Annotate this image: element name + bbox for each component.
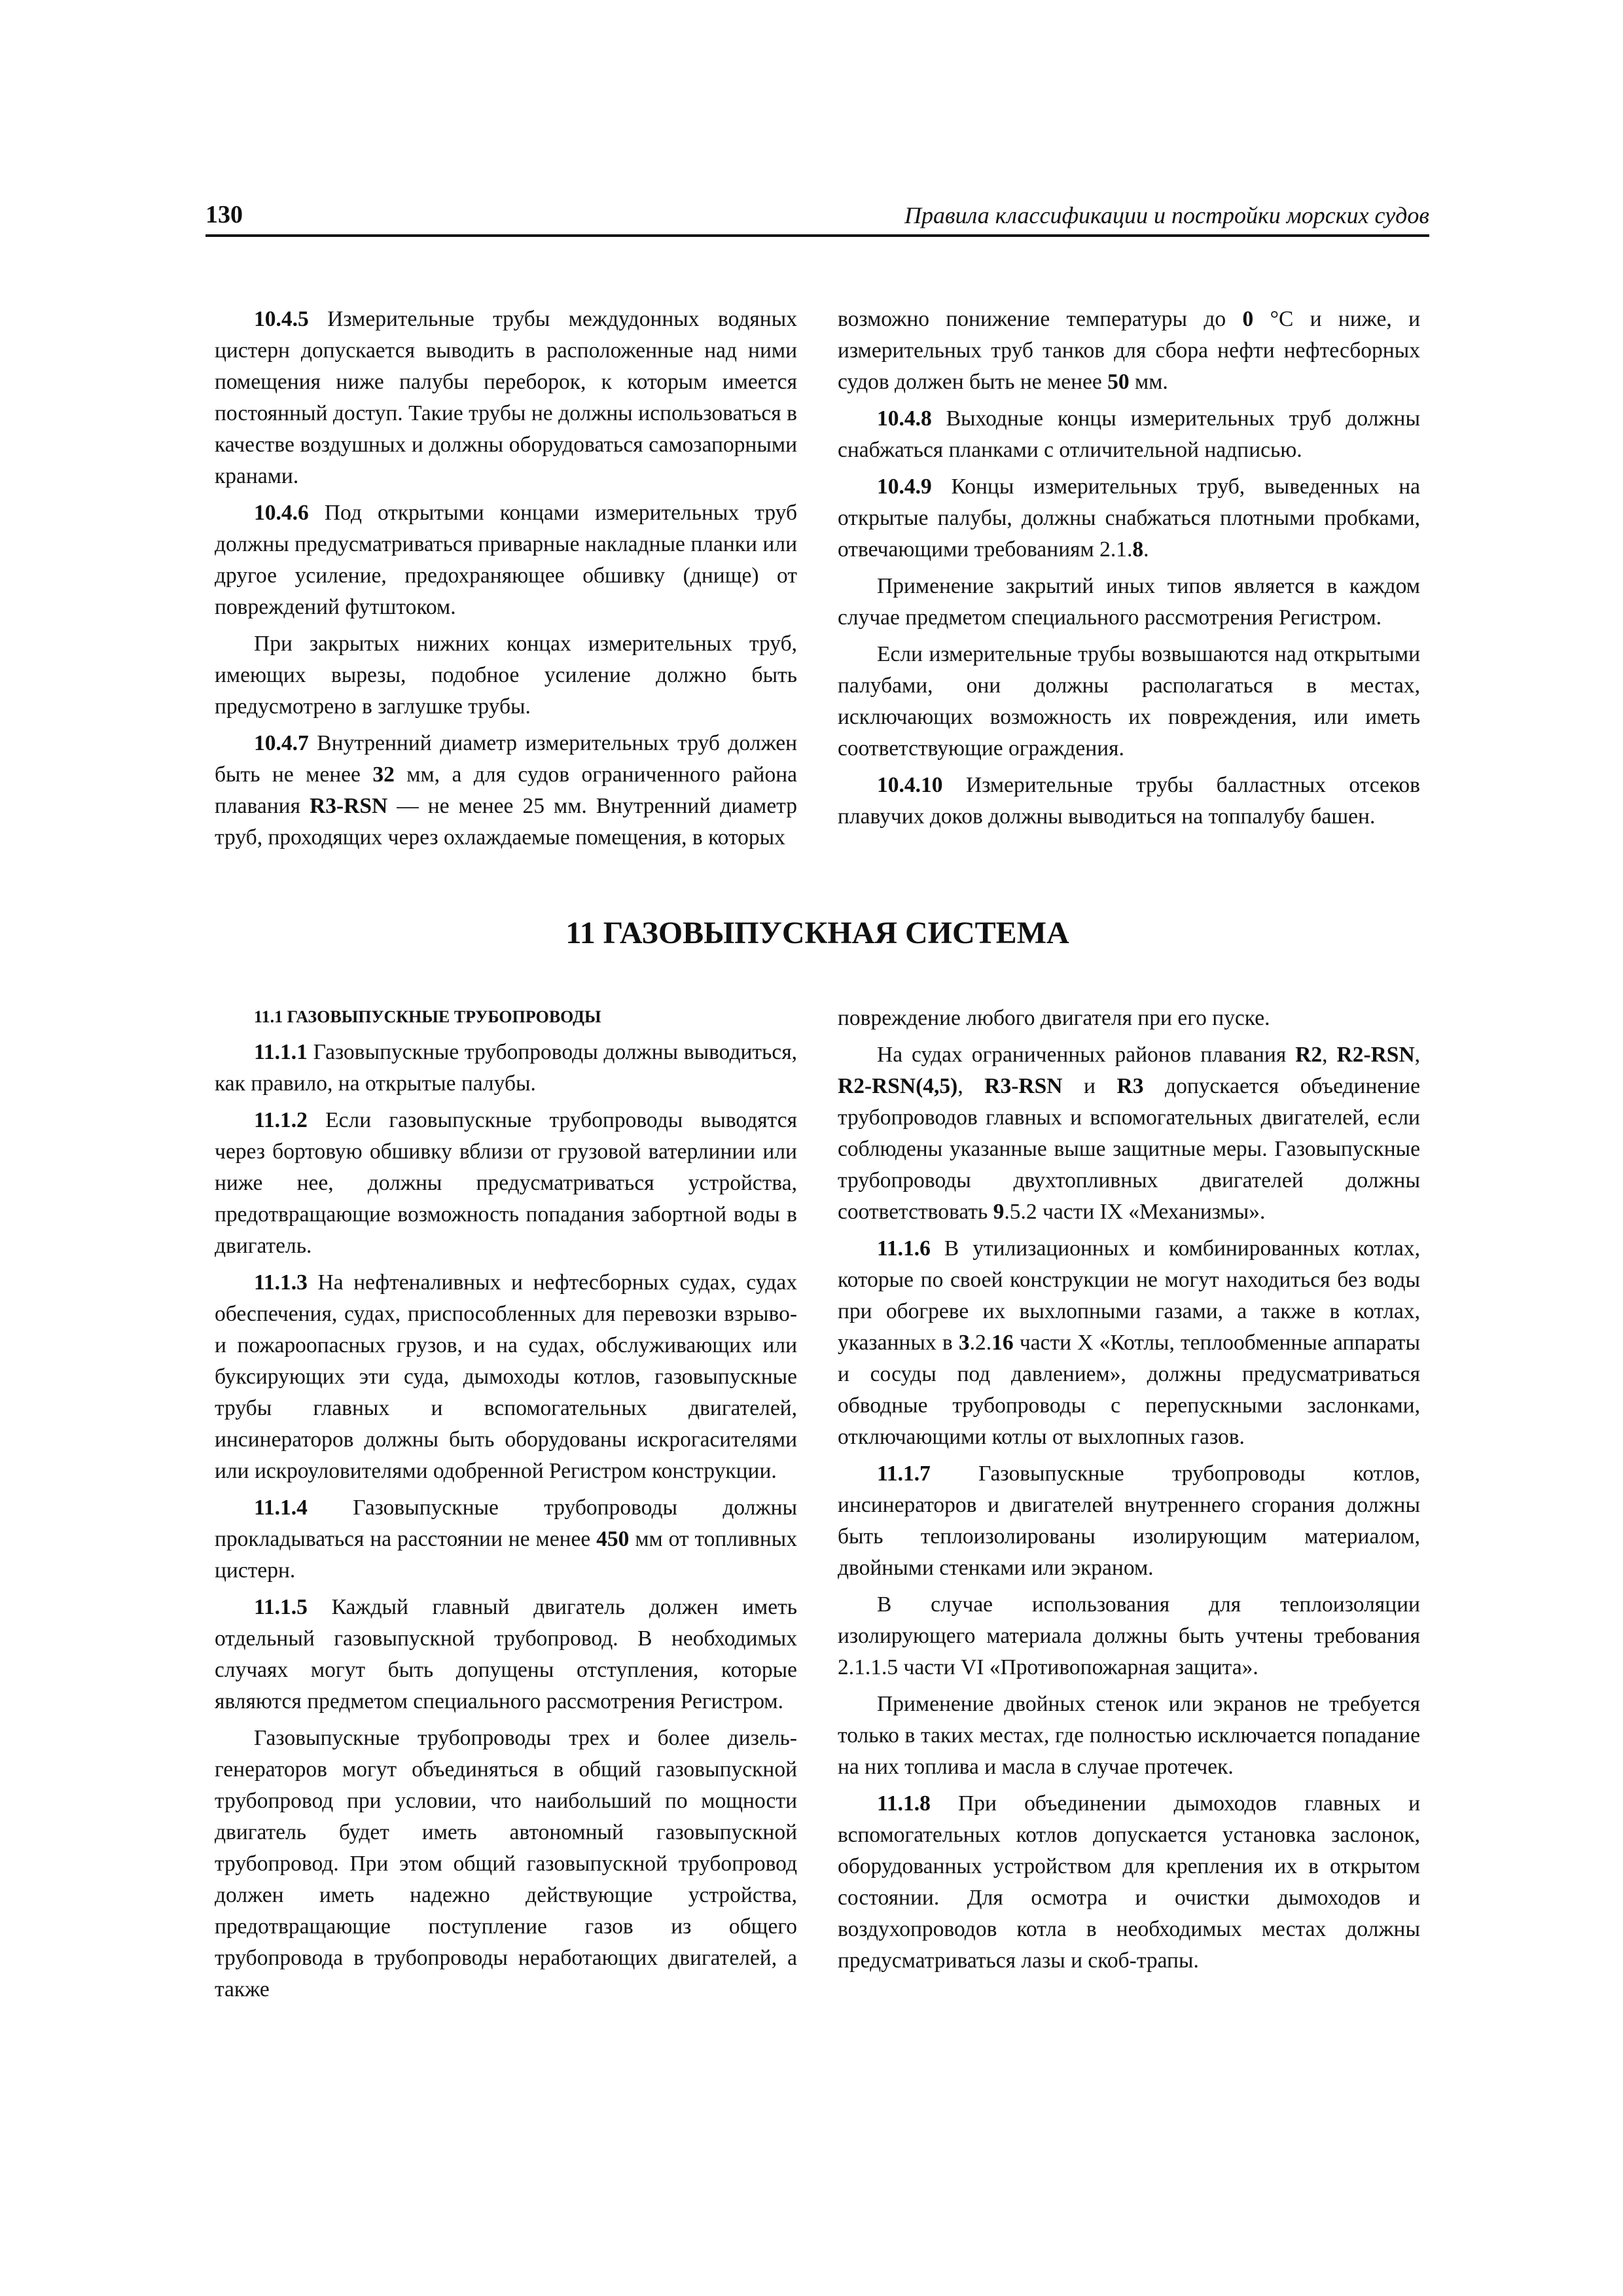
paragraph: Если измерительные трубы возвышаются над открытыми палубами, они должны располагаться в местах, исключающих возможность их повреждения, или иметь соответствующие ограждения.: [838, 642, 1420, 761]
paragraph-11-1-8: 11.1.8 При объединении дымоходов главных и вспомогательных котлов допускается установка заслонок, оборудованных устройством для крепления их в открытом состоянии. Для осмотра и очистки дымоходов и воздухопроводов котла в необходимых местах должны предусматриваться лазы и скоб-трапы.: [838, 1791, 1420, 1973]
running-title: Правила классификации и постройки морских судов: [904, 202, 1429, 228]
paragraph-ship-classes: На судах ограниченных районов плавания R2, R2-RSN, R2-RSN(4,5), R3-RSN и R3 допускается объединение трубопроводов главных и вспомогательных двигателей, если соблюдены указанные выше защитные меры. Газовыпускные трубопроводы двухтопливных двигателей должны соответствовать 9.5.2 части IX «Механизмы».: [838, 1043, 1421, 1224]
paragraph-10-4-10: 10.4.10 Измерительные трубы балластных отсеков плавучих доков должны выводиться на топпалубу башен.: [838, 773, 1420, 829]
paragraph: Газовыпускные трубопроводы трех и более дизель-генераторов могут объединяться в общий газовыпускной трубопровод при условии, что наибольший по мощности двигатель будет иметь автономный газовыпускной трубопровод. При этом общий газовыпускной трубопровод должен иметь надежно действующие устройства, предотвращающие поступление газов из общего трубопровода в трубопроводы неработающих двигателей, а также: [215, 1726, 797, 2001]
clause-number: 10.4.8: [877, 406, 932, 431]
paragraph-11-1-3: 11.1.3 На нефтеналивных и нефтесборных судах, судах обеспечения, судах, приспособленных для перевозки взрыво- и пожароопасных грузов, и на судах, обслуживающих или буксирующих эти суда, дымоходы котлов, газовыпускные трубы главных и вспомогательных двигателей, инсинераторов должны быть оборудованы искрогасителями или искроуловителями одобренной Регистром конструкции.: [215, 1270, 797, 1483]
paragraph-11-1-7: 11.1.7 Газовыпускные трубопроводы котлов, инсинераторов и двигателей внутреннего сгорания должны быть теплоизолированы изолирующим материалом, двойными стенками или экраном.: [838, 1462, 1420, 1580]
clause-number: 11.1.6: [877, 1236, 931, 1261]
clause-number: 11.1.5: [254, 1595, 308, 1619]
paragraph-11-1-6: 11.1.6 В утилизационных и комбинированных котлах, которые по своей конструкции не могут находиться без воды при обогреве их выхлопными газами, а также в котлах, указанных в 3.2.16 части X «Котлы, теплообменные аппараты и сосуды под давлением», должны предусматриваться обводные трубопроводы с перепускными заслонками, отключающими котлы от выхлопных газов.: [838, 1236, 1420, 1449]
clause-number: 11.1.4: [254, 1496, 308, 1520]
clause-number: 10.4.6: [254, 501, 309, 525]
clause-number: 11.1.3: [254, 1270, 308, 1295]
left-column-top: [215, 304, 797, 859]
paragraph-10-4-5: 10.4.5 Измерительные трубы междудонных водяных цистерн допускается выводить в расположенные над ними помещения ниже палубы переборок, к которым имеется постоянный доступ. Такие трубы не должны использоваться в качестве воздушных и должны оборудоваться самозапорными кранами.: [215, 307, 797, 488]
paragraph: При закрытых нижних концах измерительных труб, имеющих вырезы, подобное усиление должно быть предусмотрено в заглушке трубы.: [215, 632, 797, 719]
paragraph-11-1-2: 11.1.2 Если газовыпускные трубопроводы выводятся через бортовую обшивку вблизи от грузовой ватерлинии или ниже нее, должны предусматриваться устройства, предотвращающие возможность попадания забортной воды в двигатель.: [215, 1108, 797, 1258]
clause-number: 11.1.2: [254, 1108, 308, 1132]
paragraph-continued: повреждение любого двигателя при его пуске.: [838, 1006, 1270, 1030]
clause-number: 11.1.1: [254, 1040, 308, 1064]
clause-number: 10.4.10: [877, 773, 943, 797]
clause-number: 11.1.8: [877, 1791, 931, 1816]
subsection-title: 11.1 ГАЗОВЫПУСКНЫЕ ТРУБОПРОВОДЫ: [254, 1007, 601, 1026]
right-column-top: [838, 304, 1420, 838]
clause-number: 11.1.7: [877, 1462, 931, 1486]
clause-number: 10.4.7: [254, 731, 309, 755]
right-column-bottom: [838, 1003, 1420, 1982]
paragraph-continued: возможно понижение температуры до 0 °C и ниже, и измерительных труб танков для сбора нефти нефтесборных судов должен быть не менее 50 мм.: [838, 307, 1420, 394]
paragraph-11-1-4: 11.1.4 Газовыпускные трубопроводы должны прокладываться на расстоянии не менее 450 мм от топливных цистерн.: [215, 1496, 798, 1583]
chapter-title: 11 ГАЗОВЫПУСКНАЯ СИСТЕМА: [565, 916, 1069, 950]
paragraph-10-4-7: 10.4.7 Внутренний диаметр измерительных труб должен быть не менее 32 мм, а для судов ограниченного района плавания R3-RSN — не менее 25 мм. Внутренний диаметр труб, проходящих через охлаждаемые помещения, в которых: [215, 731, 797, 850]
paragraph-10-4-6: 10.4.6 Под открытыми концами измерительных труб должны предусматриваться приварные накладные планки или другое усиление, предохраняющее обшивку (днище) от повреждений футштоком.: [215, 501, 797, 619]
clause-number: 10.4.9: [877, 475, 932, 499]
paragraph-11-1-5: 11.1.5 Каждый главный двигатель должен иметь отдельный газовыпускной трубопровод. В необходимых случаях могут быть допущены отступления, которые являются предметом специального рассмотрения Регистром.: [215, 1595, 797, 1713]
paragraph: Применение двойных стенок или экранов не требуется только в таких местах, где полностью исключается попадание на них топлива и масла в случае протечек.: [838, 1692, 1420, 1779]
clause-number: 10.4.5: [254, 307, 309, 331]
paragraph: Применение закрытий иных типов является в каждом случае предметом специального рассмотрения Регистром.: [838, 574, 1420, 630]
page-number: 130: [205, 201, 243, 228]
left-column-bottom: [215, 1003, 797, 2011]
paragraph-11-1-1: 11.1.1 Газовыпускные трубопроводы должны выводиться, как правило, на открытые палубы.: [215, 1040, 797, 1096]
paragraph-10-4-8: 10.4.8 Выходные концы измерительных труб должны снабжаться планками с отличительной надписью.: [838, 406, 1420, 462]
paragraph-10-4-9: 10.4.9 Концы измерительных труб, выведенных на открытые палубы, должны снабжаться плотными пробками, отвечающими требованиям 2.1.8.: [838, 475, 1420, 562]
page-header: [205, 191, 1429, 237]
paragraph: В случае использования для теплоизоляции изолирующего материала должны быть учтены требования 2.1.1.5 части VI «Противопожарная защита».: [838, 1592, 1420, 1679]
